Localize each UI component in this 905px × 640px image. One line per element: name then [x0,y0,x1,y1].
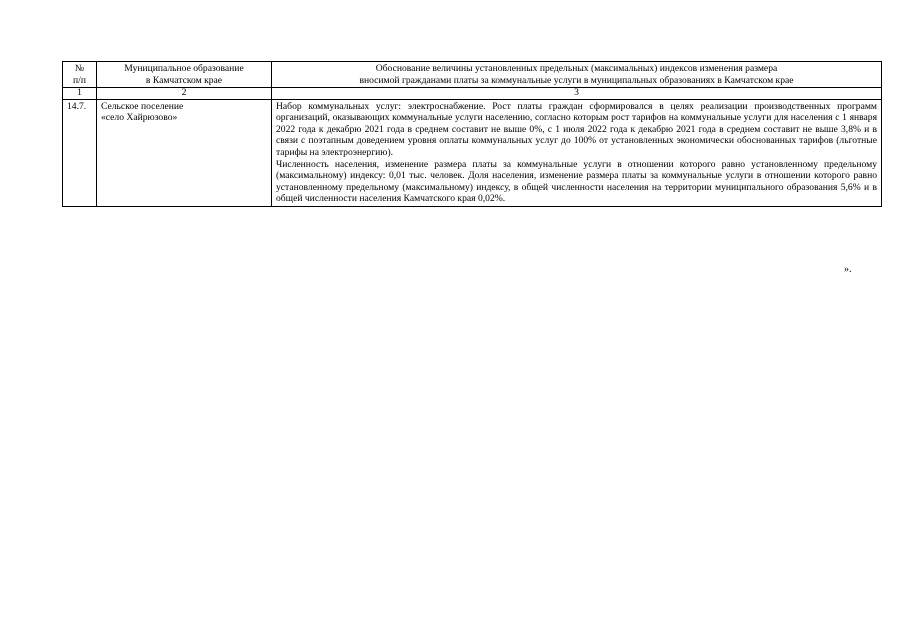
header-number [63,62,97,88]
table-header-row [63,62,882,88]
header-justification-line1: Обоснование величины установленных предельных (максимальных) индексов изменения размера [375,63,778,74]
row-municipality [97,99,272,206]
indices-table [62,61,882,207]
justification-paragraph-2: Численность населения, изменение размера платы за коммунальные услуги в отношении которого равно установленному предельному (максимальному) индексу: 0,01 тыс. человек. Доля населения, изменение размера платы за коммунальные услуги в отношении которого равно установленному предельному (максимальному) индексу, в общей численности населения на территории муниципального образования 5,6% и в общей численности населения Камчатского края 0,02%. [276,158,877,205]
column-number-3: 3 [272,88,882,100]
header-number-line2: п/п [73,74,86,86]
header-number-line1: № [74,63,85,74]
municipality-line1: Сельское поселение [101,100,184,112]
header-municipality [97,62,272,88]
header-justification-line2: вносимой гражданами платы за коммунальные услуги в муниципальных образованиях в Камчатском крае [359,74,794,86]
column-numbers-row [63,88,882,100]
row-justification [272,99,882,206]
header-municipality-line1: Муниципальное образование [124,63,244,74]
justification-paragraph-1: Набор коммунальных услуг: электроснабжение. Рост платы граждан сформировался в целях реализации производственных программ организаций, оказывающих коммунальные услуги населению, согласно которым рост тарифов на коммунальные услуги для населения с 1 января 2022 года к декабрю 2021 года в среднем составит не выше 0%, с 1 июля 2022 года к декабрю 2021 года в среднем составит не выше 3,8% и в связи с поэтапным доведением уровня оплаты коммунальных услуг до 100% от установленных экономически обоснованных тарифов (льготные тарифы на электроэнергию). [276,100,877,159]
municipality-line2: «село Хайрюзово» [101,112,178,124]
header-justification [272,62,882,88]
closing-quote-mark: ». [844,264,852,275]
column-number-2: 2 [97,88,272,100]
header-municipality-line2: в Камчатском крае [145,74,223,86]
table-row [63,99,882,206]
row-number: 14.7. [63,99,97,206]
column-number-1: 1 [63,88,97,100]
